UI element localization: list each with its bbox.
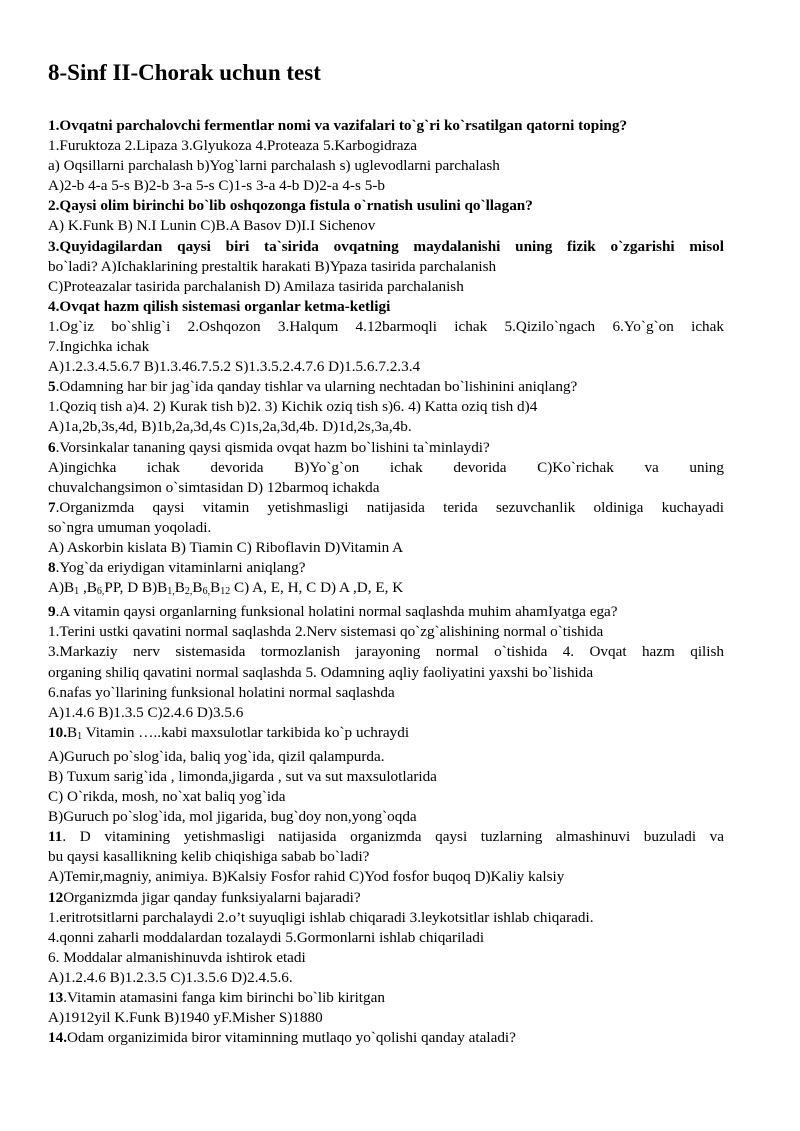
question-text: Qaysi olim birinchi bo`lib oshqozonga fistula o`rnatish usulini qo`llagan?: [59, 197, 533, 215]
question-line: 6.nafas yo`llarining funksional holatini normal saqlashda: [48, 683, 395, 701]
page-title: 8-Sinf II-Chorak uchun test: [48, 60, 321, 85]
question-4: [48, 297, 724, 377]
question-13: [48, 988, 724, 1028]
question-number: 6: [48, 438, 56, 456]
question-text: .A vitamin qaysi organlarning funksional holatini normal saqlashda muhim ahamIyatga ega?: [55, 603, 618, 621]
answer-options: A)Temir,magniy, animiya. B)Kalsiy Fosfor rahid C)Yod fosfor buqoq D)Kaliy kalsiy: [48, 868, 565, 886]
question-text: .Odamning har bir jag`ida qanday tishlar va ularning nechtadan bo`lishinini aniqlang?: [55, 378, 578, 396]
question-number: 5: [48, 378, 56, 396]
question-6: [48, 438, 724, 498]
question-1: [48, 116, 724, 196]
question-text: Ovqat hazm qilish sistemasi organlar ketma-ketligi: [59, 297, 391, 315]
question-line: 4.qonni zaharli moddalardan tozalaydi 5.Gormonlarni ishlab chiqariladi: [48, 928, 485, 946]
question-line: 1.Og`iz bo`shlig`i 2.Oshqozon 3.Halqum 4.12barmoqli ichak 5.Qizilo`ngach 6.Yo`g`on ichak: [48, 317, 724, 335]
question-number: 11: [48, 828, 63, 846]
question-9: [48, 602, 724, 723]
answer-option-d: B)Guruch po`slog`ida, mol jigarida, bug`doy non,yong`oqda: [48, 808, 417, 826]
question-text: .Vitamin atamasini fanga kim birinchi bo`lib kiritgan: [63, 989, 385, 1007]
question-3: [48, 237, 724, 297]
question-line: bu qaysi kasallikning kelib chiqishiga sabab bo`ladi?: [48, 848, 370, 866]
question-text: .Vorsinkalar tananing qaysi qismida ovqat hazm bo`lishini ta`minlaydi?: [55, 438, 490, 456]
answer-options: A)1.2.3.4.5.6.7 B)1.3.46.7.5.2 S)1.3.5.2.4.7.6 D)1.5.6.7.2.3.4: [48, 358, 421, 376]
answer-option-b: B) Tuxum sarig`ida , limonda,jigarda , sut va sut maxsulotlarida: [48, 768, 437, 785]
question-number: 13: [48, 989, 64, 1007]
answer-options: A)1912yil K.Funk B)1940 yF.Misher S)1880: [48, 1009, 323, 1027]
answer-options: C)Proteazalar tasirida parchalanish D) Amilaza tasirida parchalanish: [48, 277, 464, 295]
question-line: 1.Qoziq tish a)4. 2) Kurak tish b)2. 3) Kichik oziq tish s)6. 4) Katta oziq tish d)4: [48, 398, 538, 416]
question-number: 14.: [48, 1029, 67, 1047]
question-11: [48, 827, 724, 887]
answer-options: A) K.Funk B) N.I Lunin C)B.A Basov D)I.I Sichenov: [48, 217, 376, 235]
question-number: 8: [48, 559, 56, 577]
question-number: 1.: [48, 117, 60, 134]
answer-options: $A)B_1$ $,B_{6,}PP$, D $B)B_{1,}B_{2,}B_{6,}B_{12}$ C) A, E, H, C D) A ,D, E, K: [48, 579, 404, 598]
question-text: Vitamin …..kabi maxsulotlar tarkibida ko`p uchraydi: [82, 723, 410, 741]
answer-options: A)2-b 4-a 5-s B)2-b 3-a 5-s C)1-s 3-a 4-b D)2-a 4-s 5-b: [48, 177, 385, 195]
answer-options: A)ingichka ichak devorida B)Yo`g`on ichak devorida C)Ko`richak va uning: [48, 458, 724, 476]
question-number: 3.: [48, 237, 60, 255]
question-line: 6. Moddalar almanishinuvda ishtirok etadi: [48, 948, 306, 966]
question-line: 1.Terini ustki qavatini normal saqlashda 2.Nerv sistemasi qo`zg`alishining normal o`tishida: [48, 623, 604, 641]
question-line: so`ngra umuman yoqoladi.: [48, 518, 212, 536]
question-number: 2.: [48, 197, 60, 215]
question-line: 1.eritrotsitlarni parchalaydi 2.o’t suyuqligi ishlab chiqaradi 3.leykotsitlar ishlab chiqaradi.: [48, 908, 594, 926]
question-10: $10.B_1$ Vitamin …..kabi maxsulotlar tarkibida ko`p uchraydi A)Guruch po`slog`ida, baliq yog`ida, qizil qalampurda. B) Tuxum sarig`ida , limonda,jigarda , sut va sut maxsulotlarida C) O`rikda, mosh, no`xat baliq yog`ida B)Guruch po`slog`ida, mol jigarida, bug`doy non,yong`oqda: [48, 723, 724, 827]
question-text: .Organizmda qaysi vitamin yetishmasligi natijasida terida sezuvchanlik oldiniga kuchayadi: [55, 498, 724, 516]
question-14: [48, 1028, 724, 1048]
answer-options: A)1.2.4.6 B)1.2.3.5 C)1.3.5.6 D)2.4.5.6.: [48, 968, 293, 986]
question-5: [48, 377, 724, 437]
question-text: Organizmda jigar qanday funksiyalarni bajaradi?: [63, 888, 361, 906]
answer-options: chuvalchangsimon o`simtasidan D) 12barmoq ichakda: [48, 478, 380, 496]
question-number: 12: [48, 888, 64, 906]
question-text: . D vitamining yetishmasligi natijasida organizmda qaysi tuzlarning almashinuvi buzuladi va: [62, 828, 724, 846]
question-number: 4.: [48, 297, 60, 315]
question-line: 3.Markaziy nerv sistemasida tormozlanish jarayoning normal o`tishida 4. Ovqat hazm qilish: [48, 643, 724, 661]
answer-options: A) Askorbin kislata B) Tiamin C) Riboflavin D)Vitamin A: [48, 538, 404, 556]
question-line: a) Oqsillarni parchalash b)Yog`larni parchalash s) uglevodlarni parchalash: [48, 157, 500, 175]
question-8: [48, 558, 724, 602]
answer-options: A)1.4.6 B)1.3.5 C)2.4.6 D)3.5.6: [48, 703, 244, 721]
test-document: [48, 58, 724, 1048]
question-text: Odam organizimida biror vitaminning mutlaqo yo`qolishi qanday ataladi?: [66, 1029, 516, 1047]
question-line: organing shiliq qavatini normal saqlashda 5. Odamning aqliy faoliyatini yaxshi bo`lishida: [48, 663, 594, 681]
answer-options: A)1a,2b,3s,4d, B)1b,2a,3d,4s C)1s,2a,3d,4b. D)1d,2s,3a,4b.: [48, 418, 412, 436]
question-line: bo`ladi? A)Ichaklarining prestaltik harakati B)Ypaza tasirida parchalanish: [48, 257, 497, 275]
question-12: [48, 888, 724, 988]
question-2: [48, 196, 724, 236]
question-text: Ovqatni parchalovchi fermentlar nomi va vazifalari to`g`ri ko`rsatilgan qatorni toping?: [59, 117, 628, 134]
question-7: [48, 498, 724, 558]
answer-option-a: A)Guruch po`slog`ida, baliq yog`ida, qizil qalampurda.: [48, 747, 385, 765]
question-line: 7.Ingichka ichak: [48, 338, 150, 356]
question-number: 10.: [48, 723, 67, 741]
question-number: 9: [48, 603, 56, 621]
question-line: 1.Furuktoza 2.Lipaza 3.Glyukoza 4.Proteaza 5.Karbogidraza: [48, 137, 418, 155]
question-number: 7: [48, 498, 56, 516]
question-text: Quyidagilardan qaysi biri ta`sirida ovqatning maydalanishi uning fizik o`zgarishi misol: [59, 237, 724, 255]
question-text: .Yog`da eriydigan vitaminlarni aniqlang?: [55, 559, 306, 577]
answer-option-c: C) O`rikda, mosh, no`xat baliq yog`ida: [48, 788, 286, 806]
